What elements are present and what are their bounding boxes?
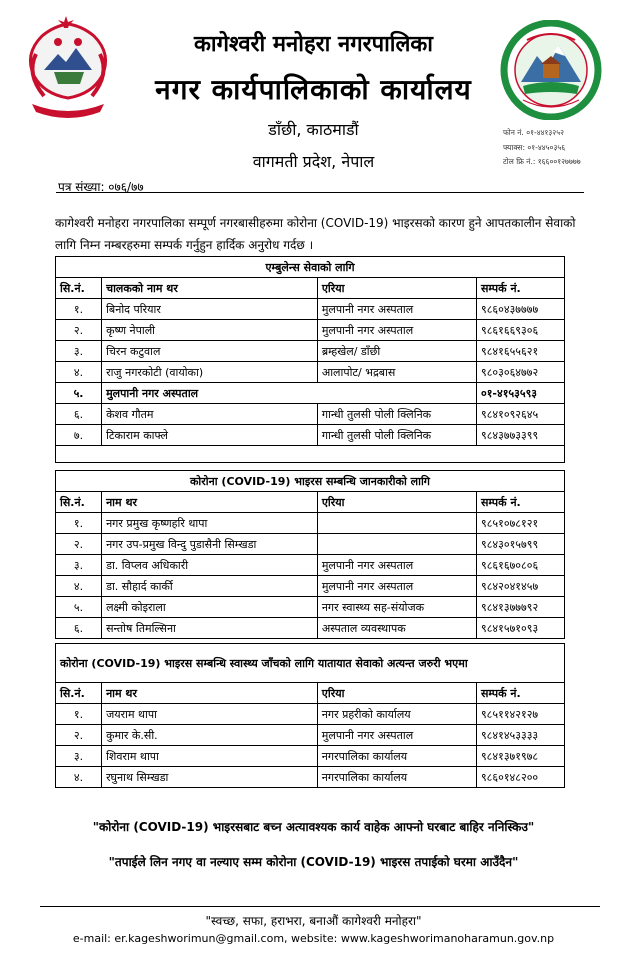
province-line: वागमती प्रदेश, नेपाल — [252, 152, 375, 171]
table-row: १. बिनोद परियार मुलपानी नगर अस्पताल ९८६०४३७७७७ — [56, 299, 565, 320]
header-divider — [56, 192, 584, 193]
footer-contact: e-mail: er.kageshworimun@gmail.com, website: www.kageshworimanoharamun.gov.np — [72, 932, 555, 945]
advisory-note-2: "तपाईले लिन नगए वा नल्याए सम्म कोरोना (COVID-19) भाइरस तपाईको घरमा आउँदैन" — [108, 855, 519, 869]
municipality-name: कागेश्वरी मनोहरा नगरपालिका — [193, 32, 433, 57]
table-spacer — [56, 446, 565, 463]
fax-number: फ्याक्स: ०१-४४५०३५६ — [503, 143, 566, 152]
phone-number: फोन नं. ०१-४४१३२५२ — [503, 128, 565, 137]
intro-paragraph: कागेश्वरी मनोहरा नगरपालिका सम्पूर्ण नगरबासीहरुमा कोरोना (COVID-19) भाइरसको कारण हुने आपतकालीन सेवाको लागि निम्न नम्बरहरुमा सम्पर्क गर्नुहुन हार्दिक अनुरोध गर्दछ । — [55, 216, 576, 252]
col-header: सि.नं. — [56, 278, 102, 299]
info-title: कोरोना (COVID-19) भाइरस सम्बन्धि जानकारीको लागि — [56, 471, 565, 492]
col-header: सम्पर्क नं. — [476, 492, 564, 513]
office-title: नगर कार्यपालिकाको कार्यालय — [155, 73, 472, 106]
table-row: ४. राजु नगरकोटी (वायोका) आलापोट/ भद्रबास ९८०३०६४७७२ — [56, 362, 565, 383]
transport-table — [55, 643, 565, 788]
table-row: ६. केशव गौतम गान्धी तुलसी पोली क्लिनिक ९८४१०९२६४५ — [56, 404, 565, 425]
table-row: ४. रघुनाथ सिम्खडा नगरपालिका कार्यालय ९८६०१४८२०० — [56, 767, 565, 788]
info-table — [55, 470, 565, 639]
table-row: २. कृष्ण नेपाली मुलपानी नगर अस्पताल ९८६१६६९३०६ — [56, 320, 565, 341]
col-header: नाम थर — [102, 492, 318, 513]
table-row: ४. डा. सौहार्द कार्की मुलपानी नगर अस्पताल ९८४२०४१४५७ — [56, 576, 565, 597]
transport-title: कोरोना (COVID-19) भाइरस सम्बन्धि स्वास्थ्य जाँचको लागि यातायात सेवाको अत्यन्त जरुरी भएमा — [56, 644, 565, 683]
hospital-row: ५. मुलपानी नगर अस्पताल ०१-४१५३५९३ — [56, 383, 565, 404]
col-header: सि.नं. — [56, 492, 102, 513]
col-header: सम्पर्क नं. — [476, 278, 564, 299]
address-line: डाँछी, काठमाडौं — [268, 120, 359, 139]
col-header: सि.नं. — [56, 683, 102, 704]
table-row: ५. लक्ष्मी कोइराला नगर स्वास्थ्य सह-संयोजक ९८४१३७७७९२ — [56, 597, 565, 618]
table-row: ३. डा. विप्लव अधिकारी मुलपानी नगर अस्पताल ९८६१६७०८०६ — [56, 555, 565, 576]
col-header: एरिया — [317, 492, 476, 513]
col-header: चालकको नाम थर — [102, 278, 318, 299]
table-row: २. नगर उप-प्रमुख विन्दु पुडासैनी सिम्खडा ९८४३०१५७९९ — [56, 534, 565, 555]
table-row: १. नगर प्रमुख कृष्णहरि थापा ९८५१०७८१२१ — [56, 513, 565, 534]
table-row: ६. सन्तोष तिमल्सिना अस्पताल व्यवस्थापक ९८४१५७१०९३ — [56, 618, 565, 639]
reference-number: पत्र संख्या: ०७६/७७ — [58, 180, 144, 194]
col-header: एरिया — [317, 683, 476, 704]
table-row: २. कुमार के.सी. मुलपानी नगर अस्पताल ९८४१४५३३३३ — [56, 725, 565, 746]
col-header: एरिया — [317, 278, 476, 299]
ambulance-table — [55, 256, 565, 463]
ambulance-title: एम्बुलेन्स सेवाको लागि — [56, 257, 565, 278]
toll-free-number: टोल फ्रि नं.: १६६००१२७७७७ — [503, 157, 581, 166]
col-header: नाम थर — [102, 683, 318, 704]
table-row: ७. टिकाराम काफ्ले गान्धी तुलसी पोली क्लिनिक ९८४३७७३३९९ — [56, 425, 565, 446]
col-header: सम्पर्क नं. — [476, 683, 564, 704]
advisory-note-1: "कोरोना (COVID-19) भाइरसबाट बच्न अत्यावश्यक कार्य वाहेक आफ्नो घरबाट बाहिर ननिस्किउ" — [92, 820, 535, 834]
table-row: ३. शिवराम थापा नगरपालिका कार्यालय ९८४१३७१९७८ — [56, 746, 565, 767]
footer-slogan: "स्वच्छ, सफा, हराभरा, बनाऔं कागेश्वरी मनोहरा" — [205, 914, 422, 928]
table-row: १. जयराम थापा नगर प्रहरीको कार्यालय ९८५११४२१२७ — [56, 704, 565, 725]
footer-divider — [40, 906, 600, 907]
table-row: ३. चिरन कटुवाल ब्रम्हखेल/ डाँछी ९८४१६५५६२१ — [56, 341, 565, 362]
